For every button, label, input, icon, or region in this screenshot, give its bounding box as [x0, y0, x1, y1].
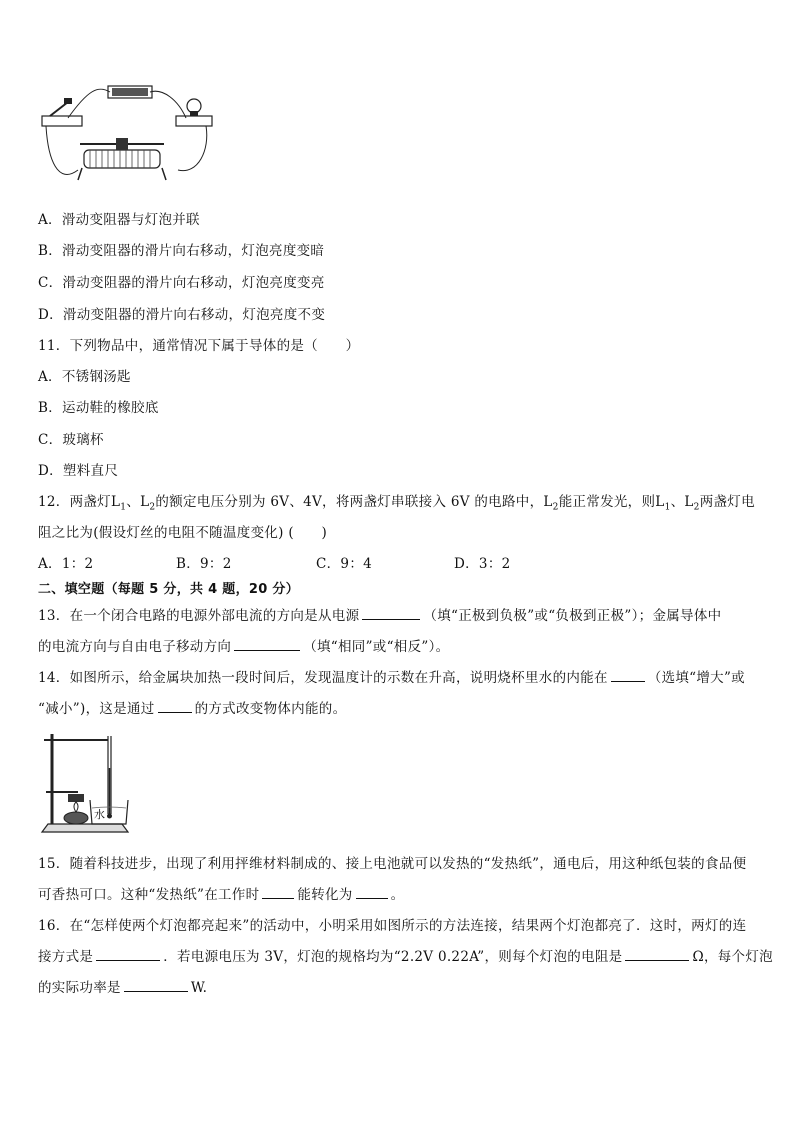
q12-sub: 2 — [552, 502, 559, 513]
q11-stem: 11．下列物品中，通常情况下属于导体的是（ ） — [38, 338, 360, 354]
q12-option-a: A．1：2 — [38, 556, 94, 572]
circuit-diagram — [38, 80, 218, 200]
q11-option-a: A．不锈钢汤匙 — [38, 369, 131, 385]
q13-text: 13．在一个闭合电路的电源外部电流的方向是从电源 — [38, 608, 360, 624]
q15-blank-2 — [356, 884, 388, 899]
q13-line2 — [38, 635, 449, 655]
q16-line3 — [38, 976, 207, 996]
q11-option-d: D．塑料直尺 — [38, 463, 119, 479]
q15-line2 — [38, 883, 404, 903]
q12-stem-line1 — [38, 490, 755, 513]
q12-stem-line2: 阻之比为(假设灯丝的电阻不随温度变化) ( ) — [38, 525, 328, 541]
q12-option-b: B．9：2 — [176, 556, 232, 572]
q14-text: 的方式改变物体内能的。 — [194, 701, 347, 717]
q12-sub: 1 — [664, 502, 671, 513]
q13-text: 的电流方向与自由电子移动方向 — [38, 639, 232, 655]
q12-option-d: D．3：2 — [454, 556, 511, 572]
q13-text: （填“正极到负极”或“负极到正极”）；金属导体中 — [423, 608, 722, 624]
q16-text: ．若电源电压为 3V，灯泡的规格均为“2.2V 0.22A”，则每个灯泡的电阻是 — [163, 949, 623, 965]
q12-sub: 2 — [149, 502, 156, 513]
q10-option-d: D．滑动变阻器的滑片向右移动，灯泡亮度不变 — [38, 307, 326, 323]
q12-options — [38, 552, 511, 572]
q14-line2 — [38, 697, 346, 717]
q14-text: “减小”)，这是通过 — [38, 701, 155, 717]
heating-apparatus-diagram — [38, 728, 138, 840]
heating-figure — [38, 728, 138, 840]
q12-text: 12．两盏灯L — [38, 494, 121, 510]
q12-text: 、L — [126, 494, 150, 510]
q12-sub: 2 — [693, 502, 700, 513]
q15-text: 能转化为 — [297, 887, 353, 903]
q14-blank-1 — [611, 667, 645, 682]
q15-line1: 15．随着科技进步，出现了利用抨维材料制成的、接上电池就可以发热的“发热纸”，通电后，用这种纸包装的食品便 — [38, 856, 747, 872]
q16-text: Ω，每个灯泡 — [692, 949, 773, 965]
q14-text: （选填“增大”或 — [647, 670, 745, 686]
q10-option-a: A．滑动变阻器与灯泡并联 — [38, 212, 200, 228]
q11-option-b: B．运动鞋的橡胶底 — [38, 400, 159, 416]
q14-line1 — [38, 666, 745, 686]
water-label: 水 — [94, 808, 105, 821]
q13-line1 — [38, 604, 721, 624]
q12-text: 两盏灯电 — [699, 494, 755, 510]
q15-blank-1 — [262, 884, 294, 899]
q16-line1: 16．在“怎样使两个灯泡都亮起来”的活动中，小明采用如图所示的方法连接，结果两个灯泡都亮了．这时，两灯的连 — [38, 918, 747, 934]
q15-text: 。 — [390, 887, 405, 903]
q16-blank-2 — [625, 946, 689, 961]
q14-text: 14．如图所示，给金属块加热一段时间后，发现温度计的示数在升高，说明烧杯里水的内能在 — [38, 670, 608, 686]
q16-text: 的实际功率是 — [38, 980, 121, 996]
q13-text: （填“相同”或“相反”）。 — [303, 639, 450, 655]
q12-text: 能正常发光，则L — [558, 494, 665, 510]
q10-option-b: B．滑动变阻器的滑片向右移动，灯泡亮度变暗 — [38, 243, 325, 259]
q16-text: 接方式是 — [38, 949, 94, 965]
q16-blank-3 — [124, 977, 188, 992]
q12-option-c: C．9：4 — [316, 556, 373, 572]
q13-blank-1 — [362, 605, 420, 620]
q16-blank-1 — [96, 946, 160, 961]
circuit-figure — [38, 80, 218, 200]
q16-text: W. — [190, 980, 208, 996]
q11-option-c: C．玻璃杯 — [38, 432, 104, 448]
q13-blank-2 — [234, 636, 300, 651]
q12-sub: 1 — [120, 502, 127, 513]
q16-line2 — [38, 945, 773, 965]
q12-text: 的额定电压分别为 6V、4V，将两盏灯串联接入 6V 的电路中，L — [155, 494, 553, 510]
q10-option-c: C．滑动变阻器的滑片向右移动，灯泡亮度变亮 — [38, 275, 325, 291]
q14-blank-2 — [158, 698, 192, 713]
q12-text: 、L — [670, 494, 694, 510]
section-heading: 二、填空题（每题 5 分，共 4 题，20 分） — [38, 582, 300, 597]
q15-text: 可香热可口。这种“发热纸”在工作时 — [38, 887, 260, 903]
